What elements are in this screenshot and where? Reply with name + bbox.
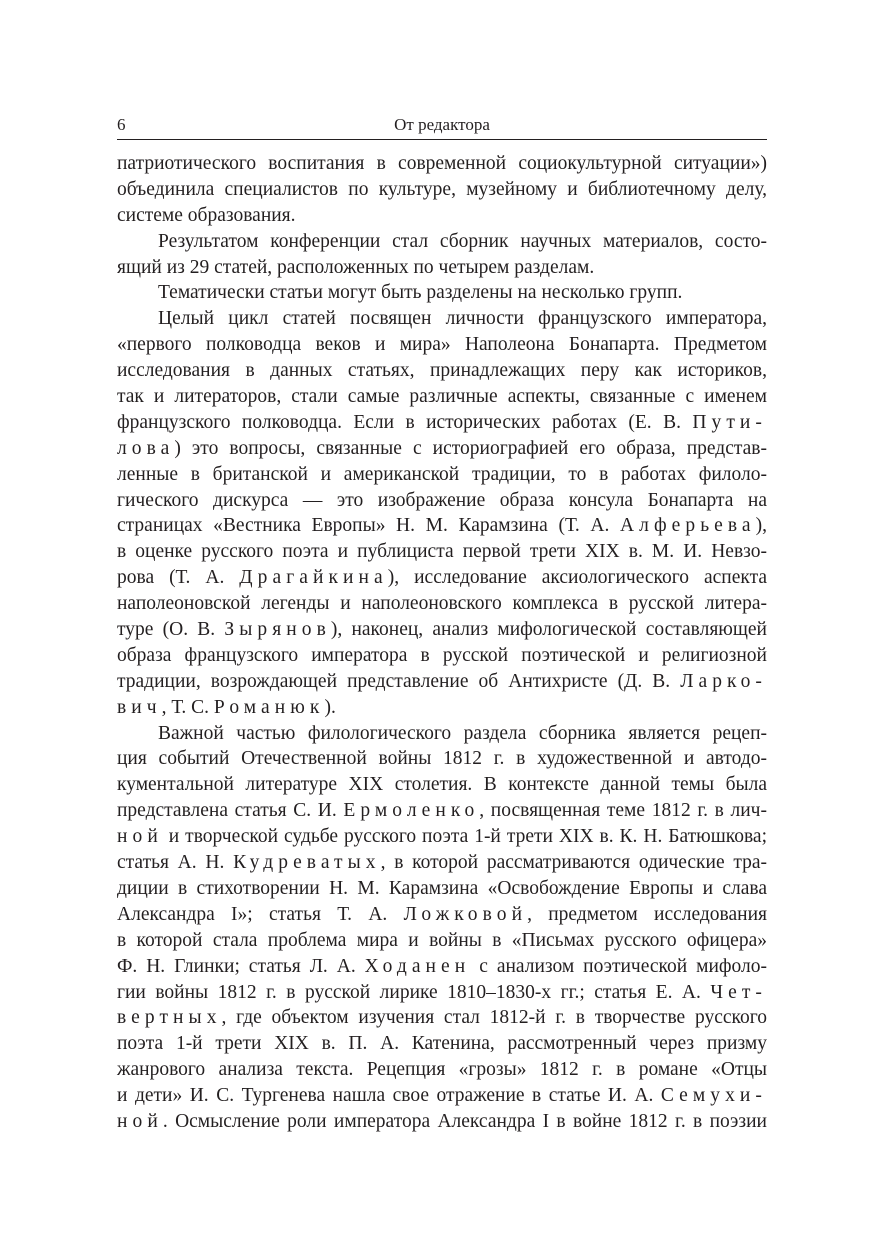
running-title: От редактора <box>394 115 490 134</box>
text-line: гического дискурса — это изображение образа консула Бонапарта на <box>117 489 767 511</box>
text-line: гии войны 1812 г. в русской лирике 1810–1830-х гг.; статья Е. А. Чет- <box>117 981 767 1003</box>
text-line: Результатом конференции стал сборник научных материалов, состо- <box>158 230 767 252</box>
author-name: Пути- <box>692 411 767 433</box>
text-line: лова) это вопросы, связанные с историографией его образа, представ- <box>117 437 767 459</box>
page-number: 6 <box>117 115 126 134</box>
author-name: ной <box>117 826 163 848</box>
text-line: французского полководца. Если в исторических работах (Е. В. Пути- <box>117 411 767 433</box>
author-name: Чет- <box>710 981 767 1003</box>
text-line: Важной частью филологического раздела сборника является рецеп- <box>158 722 767 744</box>
author-name: Кудреватых <box>233 852 381 874</box>
running-header <box>117 113 767 140</box>
text-line: Ф. Н. Глинки; статья Л. А. Ходанен с анализом поэтической мифоло- <box>117 955 767 977</box>
text-line: Тематически статьи могут быть разделены на несколько групп. <box>158 282 683 304</box>
text-line: ной. Осмысление роли императора Александра I в войне 1812 г. в поэзии <box>117 1110 767 1132</box>
author-name: Драгайкина <box>239 567 388 589</box>
text-line: туре (О. В. Зырянов), наконец, анализ мифологической составляющей <box>117 619 767 641</box>
author-name: Ложковой <box>403 903 528 925</box>
text-line: патриотического воспитания в современной социокультурной ситуации») <box>117 153 767 174</box>
author-name: Ходанен <box>364 955 471 977</box>
author-name: Романюк <box>213 696 325 718</box>
text-line: страницах «Вестника Европы» Н. М. Карамзина (Т. А. Алферьева), <box>117 515 767 537</box>
text-line: вич, Т. С. Романюк). <box>117 696 336 718</box>
text-line: Александра I»; статья Т. А. Ложковой, предметом исследования <box>117 903 767 925</box>
author-name: Ермоленко <box>343 800 480 822</box>
text-line: ящий из 29 статей, расположенных по четырем разделам. <box>117 256 595 278</box>
author-name: Алферьева <box>619 515 756 537</box>
author-name: Зырянов <box>224 619 331 641</box>
text-line: объединила специалистов по культуре, музейному и библиотечному делу, <box>117 178 767 200</box>
text-line: «первого полководца веков и мира» Наполеона Бонапарта. Предметом <box>117 334 767 356</box>
author-name: лова <box>117 437 175 459</box>
text-line: ция событий Отечественной войны 1812 г. в художественной и автодо- <box>117 748 767 770</box>
author-name: вертных <box>117 1007 222 1029</box>
author-name: ной <box>117 1110 163 1132</box>
author-name: Семухи- <box>660 1085 767 1107</box>
text-line: жанрового анализа текста. Рецепция «грозы» 1812 г. в романе «Отцы <box>117 1059 767 1081</box>
body-text <box>117 151 767 1135</box>
text-line: так и литераторов, стали самые различные аспекты, связанные с именем <box>117 386 767 408</box>
text-line: ной и творческой судьбе русского поэта 1-й трети XIX в. К. Н. Батюшкова; <box>117 826 767 848</box>
text-line: кументальной литературе XIX столетия. В контексте данной темы была <box>117 774 767 796</box>
text-line: в которой стала проблема мира и войны в «Письмах русского офицера» <box>117 929 767 951</box>
text-line: образа французского императора в русской поэтической и религиозной <box>117 644 767 666</box>
text-line: представлена статья С. И. Ермоленко, посвященная теме 1812 г. в лич- <box>117 800 767 822</box>
text-line: в оценке русского поэта и публициста первой трети XIX в. М. И. Невзо- <box>117 541 767 563</box>
text-line: системе образования. <box>117 204 296 226</box>
text-line: наполеоновской легенды и наполеоновского комплекса в русской литера- <box>117 593 767 615</box>
text-line: поэта 1-й трети XIX в. П. А. Катенина, рассмотренный через призму <box>117 1033 767 1055</box>
author-name: вич <box>117 696 162 718</box>
text-line: Целый цикл статей посвящен личности французского императора, <box>158 308 767 330</box>
text-line: вертных, где объектом изучения стал 1812-й г. в творчестве русского <box>117 1007 767 1029</box>
text-line: исследования в данных статьях, принадлежащих перу как историков, <box>117 360 767 382</box>
text-line: традиции, возрождающей представление об Антихристе (Д. В. Ларко- <box>117 670 767 692</box>
text-line: диции в стихотворении Н. М. Карамзина «Освобождение Европы и слава <box>117 877 767 899</box>
text-line: статья А. Н. Кудреватых, в которой рассматриваются одические тра- <box>117 852 767 874</box>
text-line: и дети» И. С. Тургенева нашла свое отражение в статье И. А. Семухи- <box>117 1085 767 1107</box>
text-line: рова (Т. А. Драгайкина), исследование аксиологического аспекта <box>117 567 767 589</box>
author-name: Ларко- <box>680 670 767 692</box>
text-line: ленные в британской и американской традиции, то в работах филоло- <box>117 463 767 485</box>
